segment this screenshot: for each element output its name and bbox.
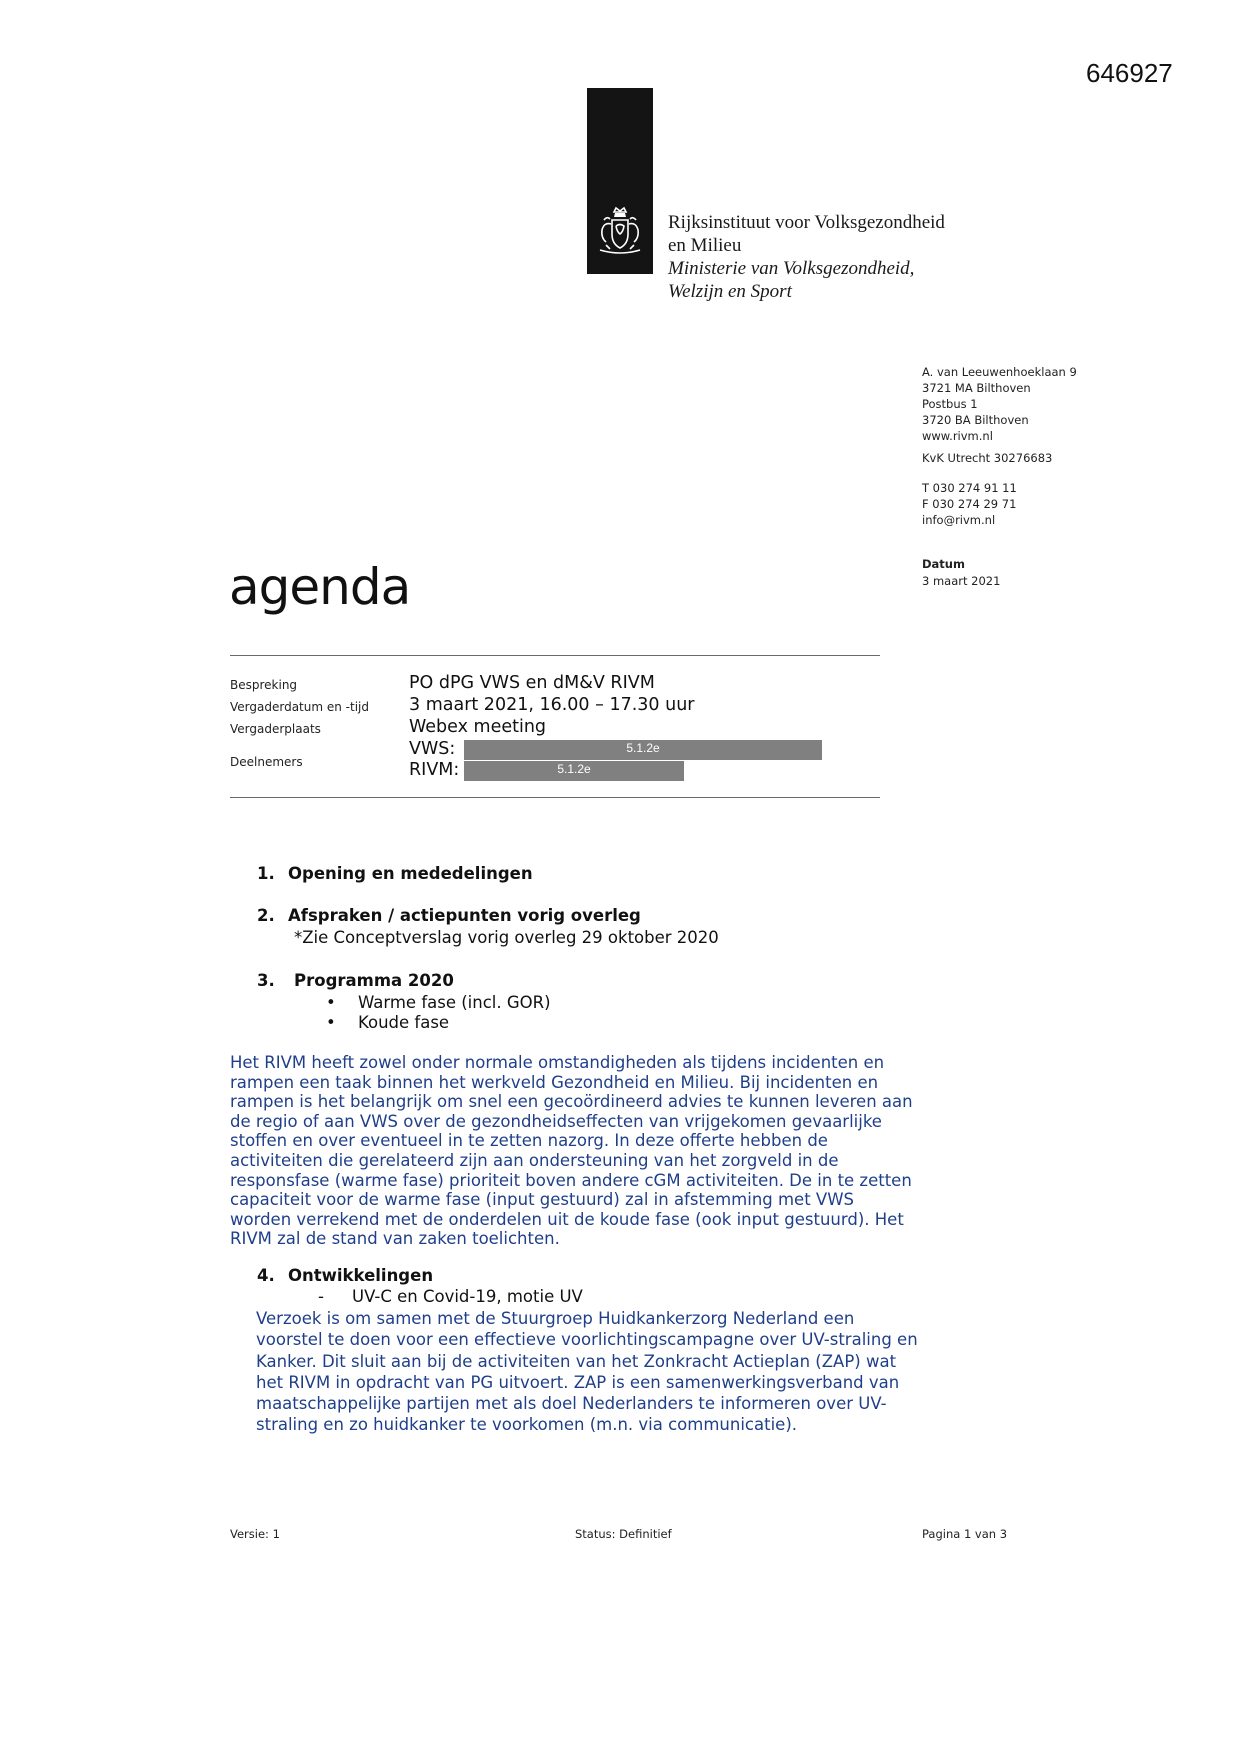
org-name-line2: en Milieu: [668, 235, 742, 256]
org-name-line1: Rijksinstituut voor Volksgezondheid: [668, 212, 945, 233]
item-3-number: 3.: [257, 971, 275, 990]
address-phone: T 030 274 91 11: [922, 481, 1017, 495]
address-city: 3721 MA Bilthoven: [922, 381, 1031, 395]
divider-top: [230, 655, 880, 656]
item-4-sub: UV-C en Covid-19, motie UV: [352, 1287, 583, 1306]
address-website: www.rivm.nl: [922, 429, 993, 443]
plaats-value: Webex meeting: [409, 717, 547, 737]
paragraph-line: rampen is het belangrijk om snel een gecoördineerd advies te kunnen leveren aan: [230, 1092, 913, 1112]
paragraph-line: straling en zo huidkanker te voorkomen (m.n. via communicatie).: [256, 1415, 797, 1435]
document-number: 646927: [1086, 58, 1173, 88]
footer-status: Status: Definitief: [575, 1527, 672, 1541]
paragraph-line: stoffen en over eventueel in te zetten nazorg. In deze offerte hebben de: [230, 1131, 828, 1151]
dash-icon: -: [318, 1287, 324, 1306]
item-1-number: 1.: [257, 864, 275, 883]
address-postbus: Postbus 1: [922, 397, 978, 411]
paragraph-line: capaciteit voor de warme fase (input gestuurd) zal in afstemming met VWS: [230, 1190, 855, 1210]
datum-tijd-value: 3 maart 2021, 16.00 – 17.30 uur: [409, 695, 695, 715]
item-2-note: *Zie Conceptverslag vorig overleg 29 oktober 2020: [294, 928, 719, 947]
item-4-number: 4.: [257, 1266, 275, 1285]
item-3-bullet-1: Warme fase (incl. GOR): [358, 993, 551, 1012]
rivm-redaction: 5.1.2e: [464, 761, 684, 781]
coat-of-arms-logo: [592, 204, 648, 260]
paragraph-line: het RIVM in opdracht van PG uitvoert. ZAP is een samenwerkingsverband van: [256, 1372, 900, 1392]
item-3-bullet-2: Koude fase: [358, 1013, 450, 1032]
item-4-paragraph: [256, 1308, 918, 1436]
footer-versie: Versie: 1: [230, 1527, 280, 1541]
bullet-icon: •: [326, 993, 336, 1012]
item-1-title: Opening en mededelingen: [288, 864, 533, 883]
footer-pagina: Pagina 1 van 3: [922, 1527, 1008, 1541]
bullet-icon: •: [326, 1013, 336, 1032]
bespreking-label: Bespreking: [230, 678, 298, 692]
datum-label: Datum: [922, 557, 965, 571]
item-3-paragraph: [230, 1053, 913, 1249]
paragraph-line: responsfase (warme fase) prioriteit boven andere cGM activiteiten. De in te zetten: [230, 1170, 912, 1190]
paragraph-line: maatschappelijke partijen met als doel Nederlanders te informeren over UV-: [256, 1394, 887, 1414]
paragraph-line: RIVM zal de stand van zaken toelichten.: [230, 1229, 560, 1249]
ministry-line1: Ministerie van Volksgezondheid,: [668, 258, 915, 279]
address-fax: F 030 274 29 71: [922, 497, 1017, 511]
datum-tijd-label: Vergaderdatum en -tijd: [230, 700, 369, 714]
address-postcode: 3720 BA Bilthoven: [922, 413, 1029, 427]
vws-redaction: 5.1.2e: [464, 740, 822, 760]
item-2-title: Afspraken / actiepunten vorig overleg: [288, 906, 641, 925]
address-email: info@rivm.nl: [922, 513, 996, 527]
page-title: agenda: [229, 558, 411, 616]
address-kvk: KvK Utrecht 30276683: [922, 451, 1053, 465]
paragraph-line: Het RIVM heeft zowel onder normale omstandigheden als tijdens incidenten en: [230, 1053, 885, 1072]
divider-bottom: [230, 797, 880, 798]
address-street: A. van Leeuwenhoeklaan 9: [922, 365, 1077, 379]
paragraph-line: rampen een taak binnen het werkveld Gezondheid en Milieu. Bij incidenten en: [230, 1072, 879, 1092]
paragraph-line: Verzoek is om samen met de Stuurgroep Huidkankerzorg Nederland een: [256, 1309, 855, 1328]
paragraph-line: voorstel te doen voor een effectieve voorlichtingscampagne over UV-straling en: [256, 1330, 918, 1350]
paragraph-line: worden verrekend met de onderdelen uit de koude fase (ook input gestuurd). Het: [230, 1209, 904, 1229]
vws-label: VWS:: [409, 739, 456, 759]
address-block: [922, 364, 1077, 528]
paragraph-line: Kanker. Dit sluit aan bij de activiteiten van het Zonkracht Actieplan (ZAP) wat: [256, 1351, 897, 1371]
deelnemers-label: Deelnemers: [230, 755, 303, 769]
item-2-number: 2.: [257, 906, 275, 925]
item-4-title: Ontwikkelingen: [288, 1266, 434, 1285]
rivm-label: RIVM:: [409, 760, 460, 780]
paragraph-line: de regio of aan VWS over de gezondheidseffecten van vrijgekomen gevaarlijke: [230, 1111, 882, 1131]
paragraph-line: activiteiten die gerelateerd zijn aan ondersteuning van het zorgveld in de: [230, 1150, 839, 1170]
plaats-label: Vergaderplaats: [230, 722, 321, 736]
item-3-title: Programma 2020: [294, 971, 454, 990]
bespreking-value: PO dPG VWS en dM&V RIVM: [409, 673, 655, 693]
ministry-line2: Welzijn en Sport: [668, 281, 792, 302]
datum-value: 3 maart 2021: [922, 574, 1001, 588]
